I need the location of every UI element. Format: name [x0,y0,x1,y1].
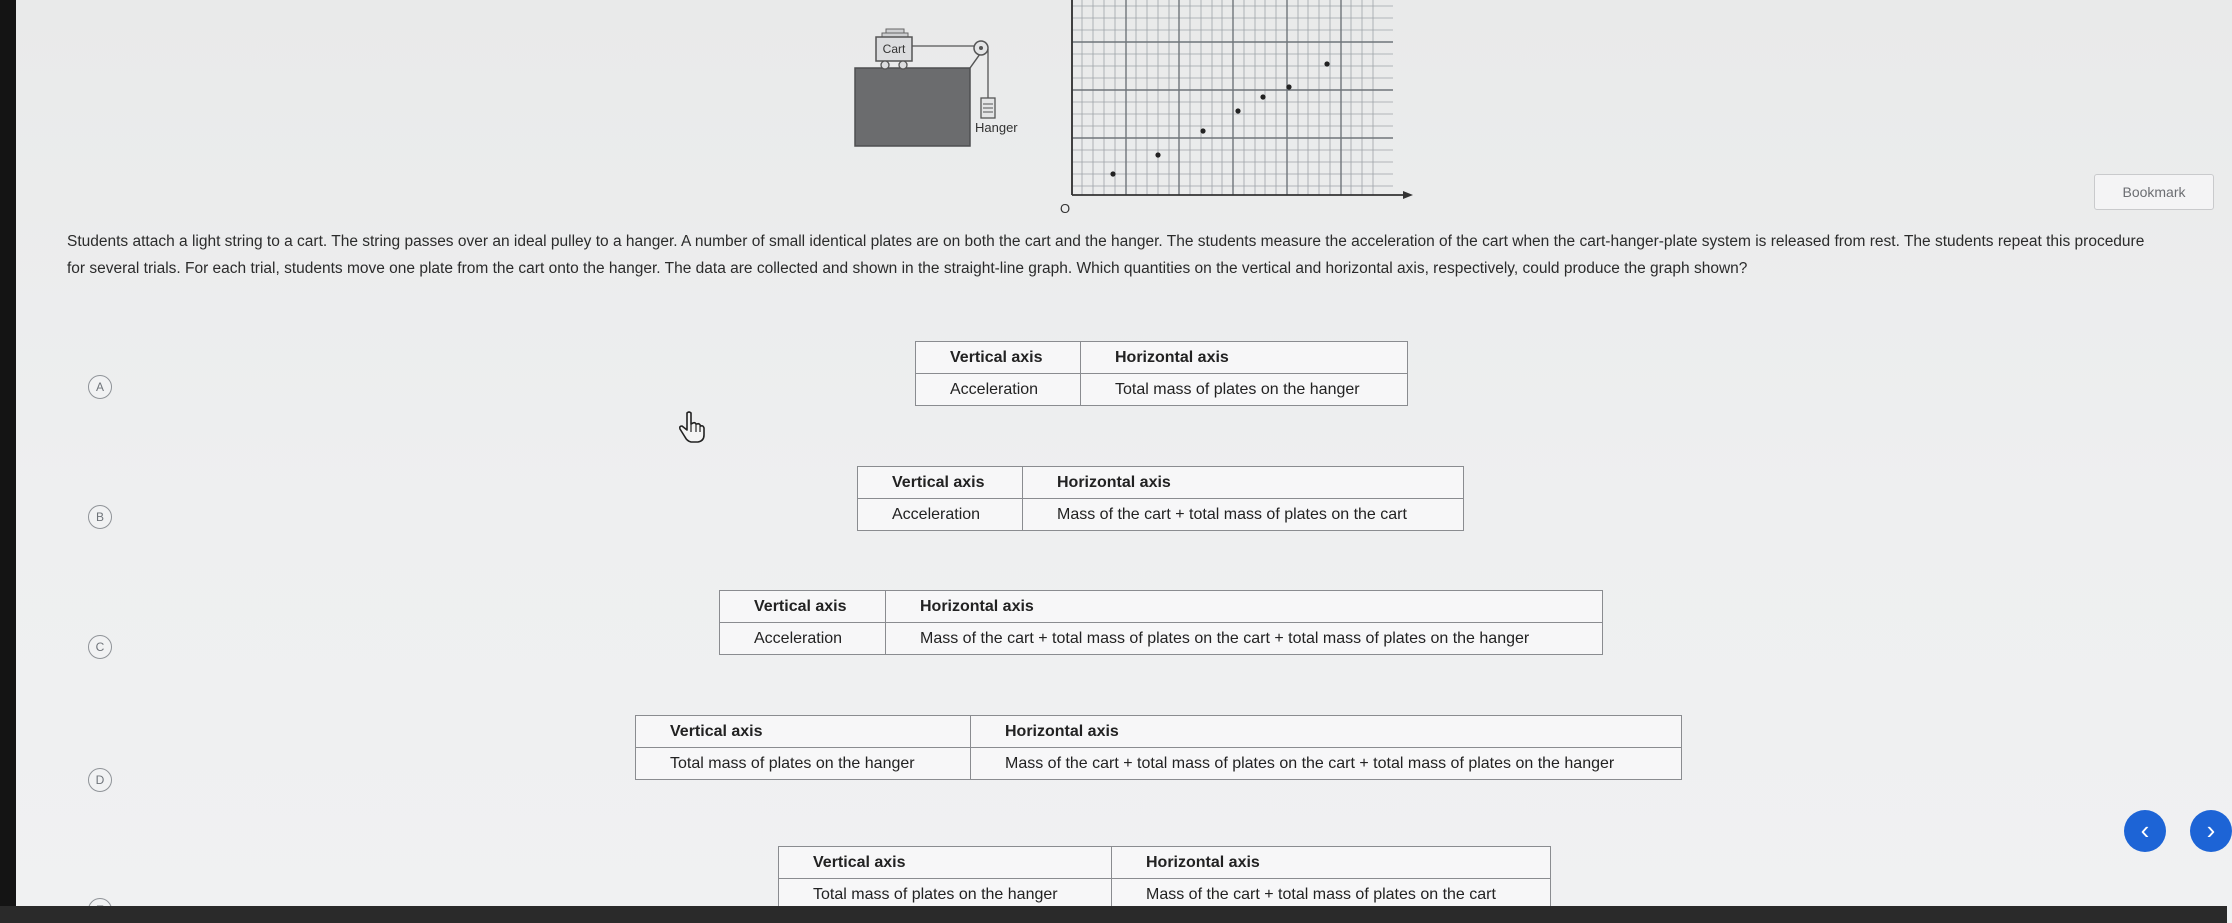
graph-origin-label: O [1060,201,1071,216]
option-a-table[interactable] [915,341,1408,406]
option-b-horizontal-value: Mass of the cart + total mass of plates on the cart [1023,499,1464,531]
option-c-vertical-value: Acceleration [720,623,886,655]
next-button[interactable]: › [2190,810,2232,852]
option-e-table[interactable] [778,846,1551,911]
option-a-vertical-header: Vertical axis [916,342,1081,374]
option-c-horizontal-value: Mass of the cart + total mass of plates on the cart + total mass of plates on the hanger [886,623,1603,655]
option-a-horizontal-value: Total mass of plates on the hanger [1081,374,1408,406]
option-c-vertical-header: Vertical axis [720,591,886,623]
option-d-horizontal-value: Mass of the cart + total mass of plates on the cart + total mass of plates on the hanger [971,748,1682,780]
bookmark-button[interactable]: Bookmark [2094,174,2214,210]
option-e-horizontal-value: Mass of the cart + total mass of plates on the cart [1112,879,1551,911]
option-d-vertical-header: Vertical axis [636,716,971,748]
hand-cursor-icon [676,410,706,444]
cart-pulley-figure [852,24,1018,149]
option-c-table[interactable] [719,590,1603,655]
previous-button[interactable]: ‹ [2124,810,2166,852]
option-c-letter[interactable]: C [88,635,112,659]
hanger-label: Hanger [975,120,1018,135]
screen-bottom-edge [0,906,2227,923]
option-b-horizontal-header: Horizontal axis [1023,467,1464,499]
option-a-horizontal-header: Horizontal axis [1081,342,1408,374]
option-a-letter[interactable]: A [88,375,112,399]
option-d-horizontal-header: Horizontal axis [971,716,1682,748]
option-d-letter[interactable]: D [88,768,112,792]
option-e-horizontal-header: Horizontal axis [1112,847,1551,879]
option-b-vertical-value: Acceleration [858,499,1023,531]
option-a-vertical-value: Acceleration [916,374,1081,406]
option-e-vertical-value: Total mass of plates on the hanger [779,879,1112,911]
screen-bezel [0,0,16,923]
option-b-letter[interactable]: B [88,505,112,529]
data-graph [1058,0,1418,215]
cart-label: Cart [882,42,906,56]
option-d-vertical-value: Total mass of plates on the hanger [636,748,971,780]
option-b-vertical-header: Vertical axis [858,467,1023,499]
option-d-table[interactable] [635,715,1682,780]
option-c-horizontal-header: Horizontal axis [886,591,1603,623]
question-text: Students attach a light string to a cart. The string passes over an ideal pulley to a hanger. A number of small identical plates are on both the cart and the hanger. The students measure the acceleration of the cart when the cart-hanger-plate system is released from rest. The students repeat this procedure for several trials. For each trial, students move one plate from the cart onto the hanger. The data are collected and shown in the straight-line graph. Which quantities on the vertical and horizontal axis, respectively, could produce the graph shown? [67,233,2145,277]
option-e-vertical-header: Vertical axis [779,847,1112,879]
option-b-table[interactable] [857,466,1464,531]
